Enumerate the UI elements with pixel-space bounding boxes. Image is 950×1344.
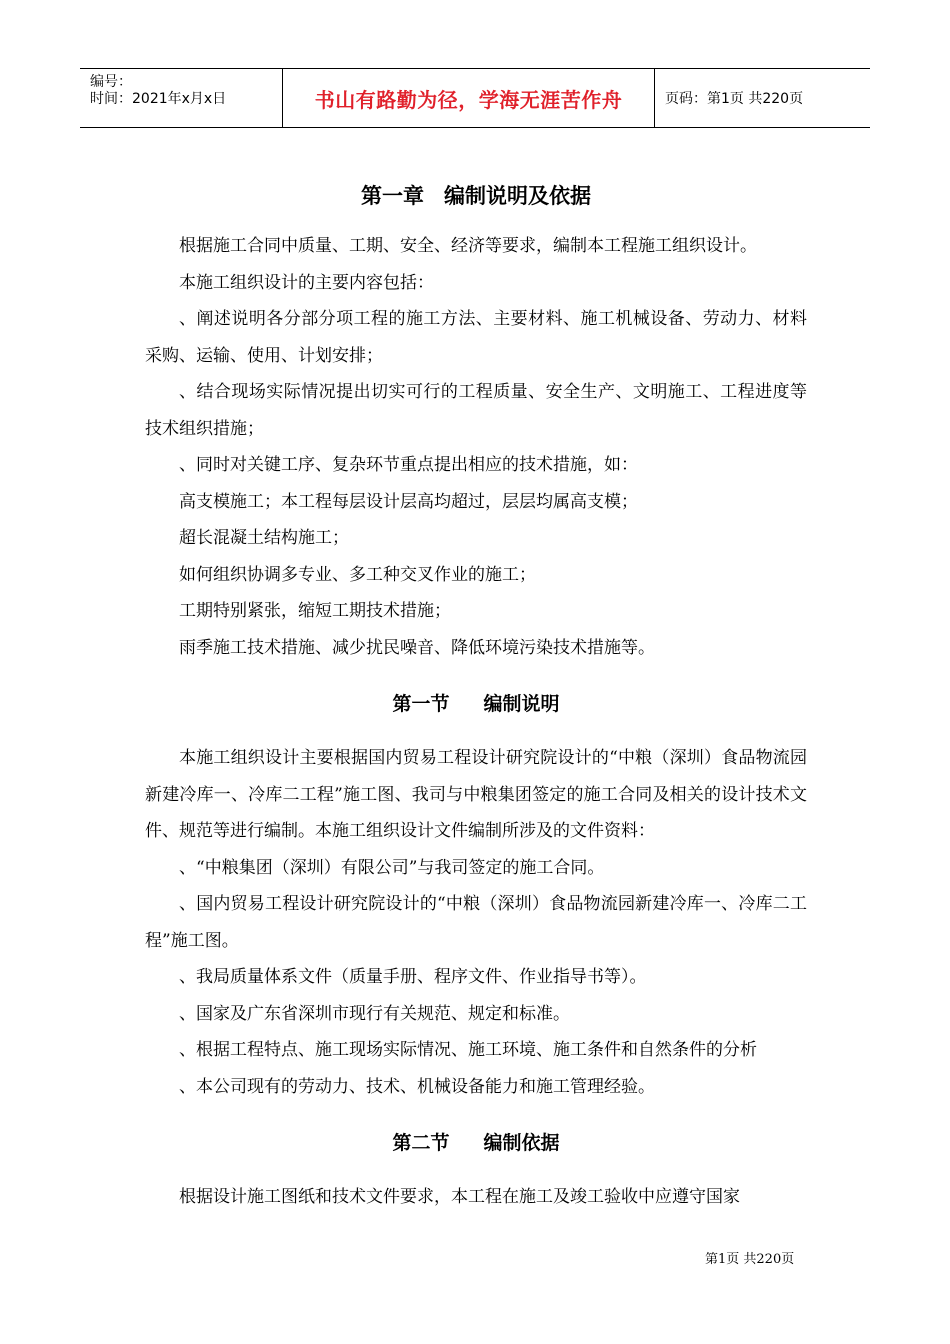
chapter-name: 编制说明及依据 — [444, 184, 591, 208]
document-body — [145, 176, 807, 1216]
motto: 书山有路勤为径，学海无涯苦作舟 — [314, 87, 623, 112]
header-motto-cell — [282, 69, 655, 127]
section-number: 第二节 — [392, 1132, 450, 1154]
paragraph: 、根据工程特点、施工现场实际情况、施工环境、施工条件和自然条件的分析 — [179, 1040, 757, 1060]
paragraph: 根据施工合同中质量、工期、安全、经济等要求，编制本工程施工组织设计。 — [179, 236, 757, 256]
section-title — [145, 684, 807, 724]
page-code: 页码：第1页 共220页 — [665, 91, 804, 107]
paragraph: 、结合现场实际情况提出切实可行的工程质量、安全生产、文明施工、工程进度等技术组织措施； — [145, 382, 807, 439]
paragraph: 雨季施工技术措施、减少扰民噪音、降低环境污染技术措施等。 — [179, 637, 655, 658]
paragraph: 工期特别紧张，缩短工期技术措施； — [179, 601, 451, 621]
section-number: 第一节 — [392, 693, 450, 715]
paragraph: 本施工组织设计的主要内容包括： — [179, 272, 434, 293]
page-footer: 第1页 共220页 — [705, 1252, 795, 1267]
document-time: 时间：2021年x月x日 — [90, 91, 227, 107]
document-number-label: 编号： — [90, 74, 132, 90]
page-header — [80, 68, 870, 128]
paragraph: 、同时对关键工序、复杂环节重点提出相应的技术措施，如： — [179, 455, 638, 475]
chapter-number: 第一章 — [361, 184, 424, 208]
section-name: 编制说明 — [483, 693, 560, 715]
paragraph: 高支模施工；本工程每层设计层高均超过，层层均属高支模； — [179, 491, 638, 512]
paragraph: 根据设计施工图纸和技术文件要求，本工程在施工及竣工验收中应遵守国家 — [179, 1187, 740, 1207]
paragraph: 、“中粮集团（深圳）有限公司”与我司签定的施工合同。 — [179, 857, 605, 878]
section-1-body — [145, 740, 807, 1105]
paragraph: 、阐述说明各分部分项工程的施工方法、主要材料、施工机械设备、劳动力、材料采购、运输、使用、计划安排； — [145, 309, 807, 366]
section-2-body — [145, 1179, 807, 1216]
paragraph: 、我局质量体系文件（质量手册、程序文件、作业指导书等）。 — [179, 967, 647, 987]
paragraph: 本施工组织设计主要根据国内贸易工程设计研究院设计的“中粮（深圳）食品物流园新建冷库一、冷库二工程”施工图、我司与中粮集团签定的施工合同及相关的设计技术文件、规范等进行编制。本施工组织设计文件编制所涉及的文件资料： — [145, 748, 807, 841]
header-page-cell — [655, 69, 870, 127]
paragraph: 超长混凝土结构施工； — [179, 528, 349, 548]
intro-section — [145, 228, 807, 666]
paragraph: 、国家及广东省深圳市现行有关规范、规定和标准。 — [179, 1003, 570, 1024]
paragraph: 、国内贸易工程设计研究院设计的“中粮（深圳）食品物流园新建冷库一、冷库二工程”施工图。 — [145, 894, 807, 951]
paragraph: 、本公司现有的劳动力、技术、机械设备能力和施工管理经验。 — [179, 1076, 655, 1097]
paragraph: 如何组织协调多专业、多工种交叉作业的施工； — [179, 564, 536, 585]
chapter-title — [145, 176, 807, 216]
header-meta — [80, 69, 282, 127]
section-name: 编制依据 — [483, 1132, 560, 1154]
section-title — [145, 1123, 807, 1163]
